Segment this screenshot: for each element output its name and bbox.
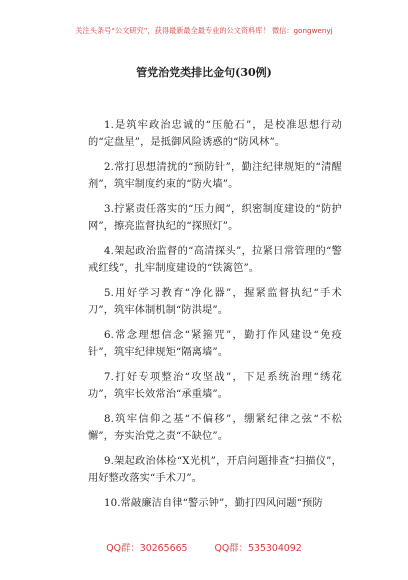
list-item-1: 1.是筑牢政治忠诚的“压舱石”，是校准思想行动的“定盘星”，是抵御风险诱惑的“防风林”。	[88, 120, 342, 148]
list-item-5: 5.用好学习教育“净化器”，握紧监督执纪“手术刀”，筑牢体制机制“防洪堤”。	[88, 288, 342, 316]
list-item-4: 4.架起政治监督的“高清探头”，拉紧日常管理的“警戒红线”，扎牢制度建设的“铁篱笆”。	[88, 246, 342, 274]
list-item-10: 10.常敲廉洁自律“警示钟”，勤打四风问题“预防	[104, 498, 323, 509]
footer-contacts	[0, 540, 408, 554]
list-item-6: 6.常念理想信念“紧箍咒”，勤打作风建设“免疫针”，筑牢纪律规矩“隔离墙”。	[88, 330, 342, 358]
document-body	[88, 117, 342, 520]
list-item-9: 9.架起政治体检“X光机”，开启问题排查“扫描仪”，用好整改落实“手术刀”。	[88, 456, 342, 484]
qq-group-2: QQ群：535304092	[214, 543, 302, 554]
header-banner: 关注头条号“公文研究”，获得最新最全最专业的公文资料库！ 微信：gongwenyj	[75, 26, 333, 35]
list-item-8: 8.筑牢信仰之基“不偏移”，绷紧纪律之弦“不松懈”，夯实治党之责“不缺位”。	[88, 414, 342, 442]
document-title: 管党治党类排比金句(30例)	[136, 66, 272, 79]
list-item-7: 7.打好专项整治“攻坚战”，下足系统治理“绣花功”，筑牢长效常治“承重墙”。	[88, 372, 342, 400]
qq-group-1: QQ群：30265665	[106, 543, 188, 554]
list-item-3: 3.拧紧责任落实的“压力阀”，织密制度建设的“防护网”，擦亮监督执纪的“探照灯”。	[88, 204, 342, 232]
list-item-2: 2.常打思想清扰的“预防针”，勤注纪律规矩的“清醒剂”，筑牢制度约束的“防火墙”。	[88, 162, 342, 190]
